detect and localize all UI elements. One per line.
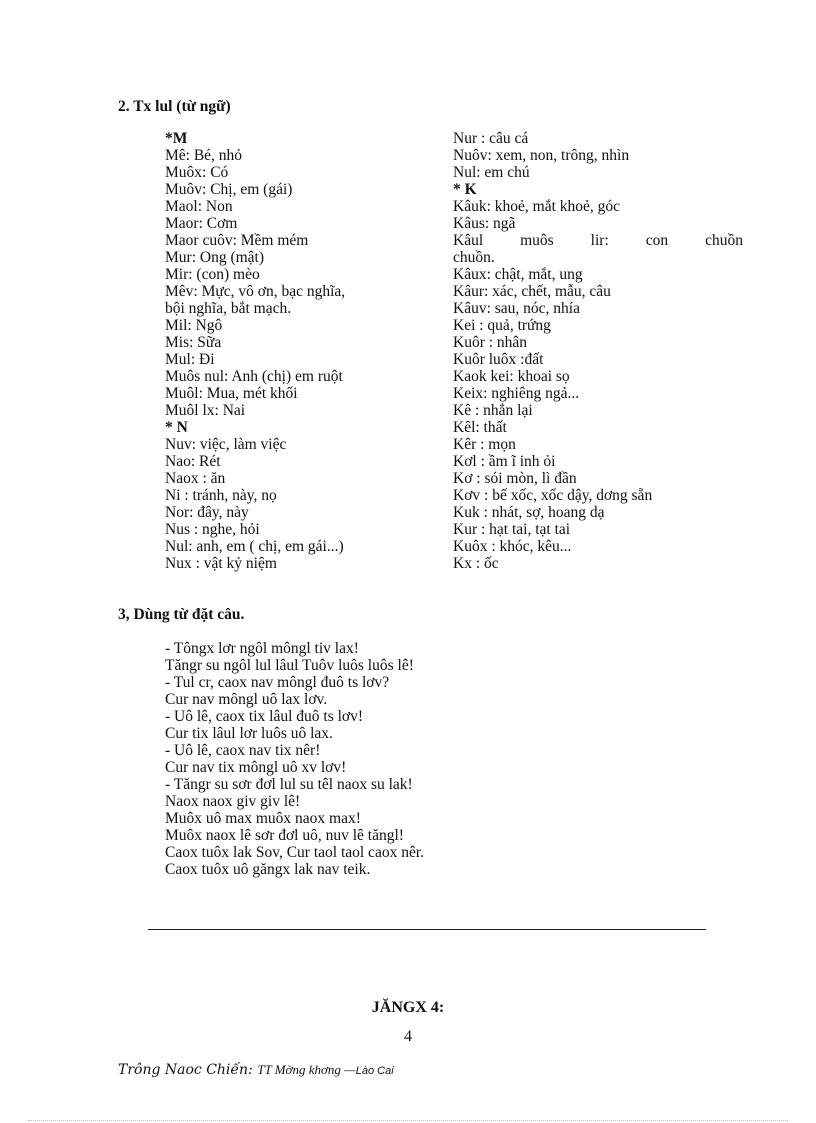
sentence-line: - Tăngr su sơr đơl lul su têl naox su lak!: [165, 776, 413, 793]
sentence-line: Caox tuôx uô găngx lak nav teik.: [165, 861, 371, 878]
vocab-entry: Nux : vật kỷ niệm: [165, 555, 277, 572]
vocab-entry: Mir: (con) mèo: [165, 266, 260, 283]
vocab-entry: Nus : nghe, hỏi: [165, 521, 260, 538]
bottom-dotted-border: [28, 1120, 788, 1121]
sentence-line: - Tôngx lơr ngôl môngl tiv lax!: [165, 640, 359, 657]
vocab-left-column: [165, 130, 415, 572]
vocab-entry: Kâux: chật, mắt, ung: [453, 266, 583, 283]
vocab-entry: Nao: Rét: [165, 453, 221, 470]
vocab-entry: Muôv: Chị, em (gái): [165, 181, 293, 198]
vocab-entry: Ni : tránh, này, nọ: [165, 487, 277, 504]
vocab-entry: Maol: Non: [165, 198, 233, 215]
vocab-entry: Maor cuôv: Mềm mém: [165, 232, 309, 249]
vocab-entry: Nuv: việc, làm việc: [165, 436, 287, 453]
vocab-entry: Kê : nhắn lại: [453, 402, 533, 419]
page-footer: [118, 1062, 394, 1078]
vocab-entry: Kuôr luôx :đất: [453, 351, 544, 368]
vocab-entry: bội nghĩa, bắt mạch.: [165, 300, 292, 317]
vocab-entry: Mul: Đi: [165, 351, 215, 368]
sentence-line: Cur tix lâul lơr luôs uô lax.: [165, 725, 333, 742]
vocab-entry: Kêl: thất: [453, 419, 507, 436]
vocab-entry: Mis: Sữa: [165, 334, 222, 351]
vocab-entry: Kâur: xác, chết, mẫu, câu: [453, 283, 611, 300]
footer-province: Lào Cai: [355, 1065, 394, 1077]
footer-place: TT Mờng khơng —: [257, 1062, 356, 1077]
vocab-entry: Kuôx : khóc, kêu...: [453, 538, 572, 555]
vocab-entry: Mêv: Mực, vô ơn, bạc nghĩa,: [165, 283, 346, 300]
vocab-entry: Kaok kei: khoai sọ: [453, 368, 570, 385]
sentence-line: Naox naox giv giv lê!: [165, 793, 301, 810]
vocab-entry: Kơv : bế xốc, xốc dậy, dơng sẵn: [453, 487, 653, 504]
vocab-word: Kâul: [453, 232, 484, 249]
vocab-entry: Kâuv: sau, nóc, nhía: [453, 300, 580, 317]
vocab-entry: Nor: đây, này: [165, 504, 249, 521]
sentence-line: Tăngr su ngôl lul lâul Tuôv luôs luôs lê!: [165, 657, 414, 674]
vocab-entry: Mil: Ngô: [165, 317, 223, 334]
vocab-entry: Kơl : ầm ĩ inh ỏi: [453, 453, 556, 470]
vocab-entry: Kuôr : nhân: [453, 334, 528, 351]
sentence-line: - Uô lê, caox tix lâul đuô ts lơv!: [165, 708, 364, 725]
vocab-entry: Nuôv: xem, non, trông, nhìn: [453, 147, 630, 164]
chapter-title: JĂNGX 4:: [371, 999, 445, 1016]
vocab-entry: Kâus: ngã: [453, 215, 516, 232]
vocab-word: lir:: [590, 232, 609, 249]
vocab-entry: Kx : ốc: [453, 555, 499, 572]
vocab-entry: Naox : ăn: [165, 470, 226, 487]
sentence-line: Muôx naox lê sơr đơl uô, nuv lê tăngl!: [165, 827, 404, 844]
vocab-entry: Muôl: Mua, mét khối: [165, 385, 298, 402]
vocab-right-column: [453, 130, 743, 572]
sentence-line: - Uô lê, caox nav tix nêr!: [165, 742, 321, 759]
vocab-entry: [453, 232, 743, 249]
vocab-entry: Muôx: Có: [165, 164, 229, 181]
sentence-line: Muôx uô max muôx naox max!: [165, 810, 361, 827]
section-3-heading: 3, Dùng từ đặt câu.: [118, 606, 245, 623]
letter-subheading: * N: [165, 419, 188, 436]
section-2-heading: 2. Tx lul (từ ngữ): [118, 98, 231, 115]
vocab-entry: Kuk : nhát, sợ, hoang dạ: [453, 504, 605, 521]
vocab-entry: Nul: anh, em ( chị, em gái...): [165, 538, 344, 555]
vocab-entry: Mê: Bé, nhỏ: [165, 147, 243, 164]
letter-subheading: *M: [165, 130, 188, 147]
vocab-entry: Maor: Cơm: [165, 215, 238, 232]
vocab-entry: Kur : hạt tai, tạt tai: [453, 521, 571, 538]
vocab-entry: Kêr : mọn: [453, 436, 516, 453]
sentence-line: Caox tuôx lak Sov, Cur taol taol caox nêr.: [165, 844, 425, 861]
footer-author: Trông Naoc Chiến:: [118, 1062, 258, 1078]
vocab-word: muôs: [520, 232, 554, 249]
letter-subheading: * K: [453, 181, 477, 198]
vocab-entry: Kơ : sói mòn, lì đần: [453, 470, 577, 487]
page-number: 4: [404, 1028, 412, 1045]
vocab-word: con: [645, 232, 669, 249]
sentence-line: Cur nav tix môngl uô xv lơv!: [165, 759, 347, 776]
vocab-entry: Muôl lx: Nai: [165, 402, 246, 419]
example-sentences: [165, 640, 424, 878]
sentence-line: - Tul cr, caox nav môngl đuô ts lơv?: [165, 674, 390, 691]
vocab-entry: Kâuk: khoẻ, mắt khoẻ, góc: [453, 198, 621, 215]
vocab-entry: Keix: nghiêng ngả...: [453, 385, 580, 402]
vocab-entry: Mur: Ong (mật): [165, 249, 265, 266]
sentence-line: Cur nav môngl uô lax lơv.: [165, 691, 328, 708]
vocab-entry: chuồn.: [453, 249, 495, 266]
horizontal-rule: [148, 929, 706, 930]
vocab-entry: Kei : quả, trứng: [453, 317, 551, 334]
vocab-entry: Nur : câu cá: [453, 130, 529, 147]
vocab-entry: Nul: em chú: [453, 164, 530, 181]
vocab-entry: Muôs nul: Anh (chị) em ruột: [165, 368, 343, 385]
vocab-word: chuồn: [705, 232, 743, 249]
